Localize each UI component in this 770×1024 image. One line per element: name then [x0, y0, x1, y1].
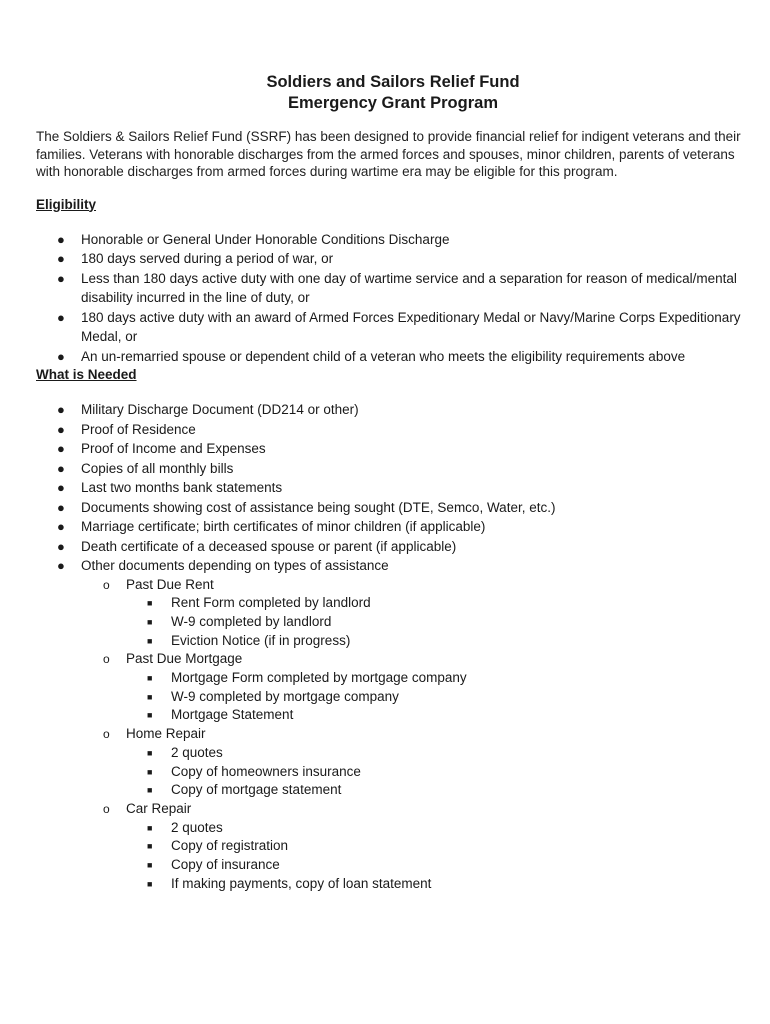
list-item-text: Less than 180 days active duty with one day of wartime service and a separation for reason of medical/mental disability incurred in the line of duty, or [81, 270, 737, 305]
list-item-text: 2 quotes [171, 819, 223, 835]
assistance-type-label: Home Repair [126, 726, 206, 742]
bullet-icon: ● [57, 460, 65, 476]
square-bullet-icon: ■ [147, 616, 153, 627]
list-item [126, 706, 750, 725]
list-item-text: Documents showing cost of assistance being sought (DTE, Semco, Water, etc.) [81, 499, 556, 515]
bullet-icon: ● [57, 231, 65, 247]
bullet-icon: ● [57, 348, 65, 364]
assistance-type-home-repair [81, 725, 750, 800]
bullet-icon: ● [57, 270, 65, 286]
assistance-docs-list [126, 669, 750, 725]
list-item-text: Copy of registration [171, 838, 289, 854]
circle-bullet-icon: o [103, 727, 110, 742]
list-item-text: 180 days served during a period of war, or [81, 251, 334, 266]
assistance-types-list [81, 576, 750, 894]
list-item-text: 180 days active duty with an award of Armed Forces Expeditionary Medal or Navy/Marine Corps Expeditionary Medal, or [81, 309, 741, 344]
list-item [36, 249, 750, 269]
bullet-icon: ● [57, 402, 65, 417]
square-bullet-icon: ■ [147, 635, 153, 646]
what-is-needed-heading: What is Needed [36, 367, 137, 382]
square-bullet-icon: ■ [147, 673, 153, 684]
list-item-text: Last two months bank statements [81, 480, 283, 495]
square-bullet-icon: ■ [147, 747, 153, 758]
square-bullet-icon: ■ [147, 841, 153, 852]
square-bullet-icon: ■ [147, 822, 153, 833]
list-item [36, 517, 750, 537]
list-item [126, 875, 750, 894]
list-item [36, 478, 750, 498]
list-item-text: Proof of Income and Expenses [81, 441, 266, 456]
assistance-type-label: Past Due Rent [126, 576, 214, 592]
list-item [126, 781, 750, 800]
assistance-type-label: Car Repair [126, 800, 192, 816]
bullet-icon: ● [57, 480, 65, 495]
assistance-type-label: Past Due Mortgage [126, 651, 243, 667]
bullet-icon: ● [57, 421, 65, 437]
bullet-icon: ● [57, 441, 65, 456]
bullet-icon: ● [57, 519, 65, 534]
list-item [36, 347, 750, 367]
square-bullet-icon: ■ [147, 691, 153, 702]
list-item-text: Rent Form completed by landlord [171, 595, 371, 611]
eligibility-list [36, 230, 750, 367]
square-bullet-icon: ■ [147, 878, 153, 889]
list-item [126, 763, 750, 782]
list-item [126, 819, 750, 838]
bullet-icon: ● [57, 309, 65, 325]
list-item [36, 269, 750, 308]
assistance-type-mortgage [81, 650, 750, 725]
list-item-text: Mortgage Statement [171, 707, 294, 723]
list-item-text: W-9 completed by mortgage company [171, 688, 399, 704]
list-item [126, 688, 750, 707]
list-item-text: Copies of all monthly bills [81, 460, 234, 476]
list-item [36, 400, 750, 420]
list-item-text: Copy of mortgage statement [171, 782, 342, 798]
circle-bullet-icon: o [103, 801, 110, 816]
circle-bullet-icon: o [103, 652, 110, 667]
bullet-icon: ● [57, 251, 65, 266]
list-item [36, 420, 750, 440]
list-item [36, 308, 750, 347]
bullet-icon: ● [57, 538, 65, 554]
square-bullet-icon: ■ [147, 860, 153, 871]
list-item-text: Marriage certificate; birth certificates of minor children (if applicable) [81, 519, 486, 534]
list-item [36, 556, 750, 893]
square-bullet-icon: ■ [147, 710, 153, 721]
list-item [126, 837, 750, 856]
list-item [36, 459, 750, 479]
list-item-text: Copy of homeowners insurance [171, 763, 361, 779]
list-item-text: Other documents depending on types of assistance [81, 558, 389, 573]
assistance-docs-list [126, 744, 750, 800]
needed-list [36, 400, 750, 893]
list-item [36, 498, 750, 518]
list-item-text: 2 quotes [171, 744, 223, 760]
square-bullet-icon: ■ [147, 785, 153, 796]
circle-bullet-icon: o [103, 577, 110, 592]
list-item-text: An un-remarried spouse or dependent child of a veteran who meets the eligibility requirements above [81, 348, 686, 364]
square-bullet-icon: ■ [147, 766, 153, 777]
list-item [126, 744, 750, 763]
list-item-text: Proof of Residence [81, 421, 196, 437]
title-line-1: Soldiers and Sailors Relief Fund [266, 73, 520, 91]
list-item [126, 613, 750, 632]
list-item-text: Eviction Notice (if in progress) [171, 632, 351, 648]
eligibility-heading: Eligibility [36, 196, 97, 212]
intro-paragraph: The Soldiers & Sailors Relief Fund (SSRF) has been designed to provide financial relief for indigent veterans and their families. Veterans with honorable discharges from the armed forces and spouses, minor children, parents of veterans with honorable discharges from armed forces during wartime era may be eligible for this program. [36, 129, 741, 179]
list-item [126, 632, 750, 651]
title-line-2: Emergency Grant Program [288, 94, 498, 112]
list-item [36, 230, 750, 250]
list-item-text: Copy of insurance [171, 857, 280, 873]
list-item [126, 856, 750, 875]
list-item-text: Honorable or General Under Honorable Conditions Discharge [81, 231, 450, 247]
list-item-text: W-9 completed by landlord [171, 613, 332, 629]
bullet-icon: ● [57, 558, 65, 573]
list-item [126, 669, 750, 688]
assistance-type-rent [81, 576, 750, 651]
list-item-text: Death certificate of a deceased spouse or parent (if applicable) [81, 538, 457, 554]
list-item [126, 594, 750, 613]
square-bullet-icon: ■ [147, 598, 153, 609]
bullet-icon: ● [57, 499, 65, 515]
list-item-text: Mortgage Form completed by mortgage company [171, 670, 467, 686]
assistance-docs-list [126, 819, 750, 894]
assistance-docs-list [126, 594, 750, 650]
list-item [36, 537, 750, 557]
list-item-text: Military Discharge Document (DD214 or other) [81, 402, 359, 417]
assistance-type-car-repair [81, 800, 750, 894]
document-title [36, 72, 750, 114]
list-item-text: If making payments, copy of loan statement [171, 875, 432, 891]
list-item [36, 439, 750, 459]
